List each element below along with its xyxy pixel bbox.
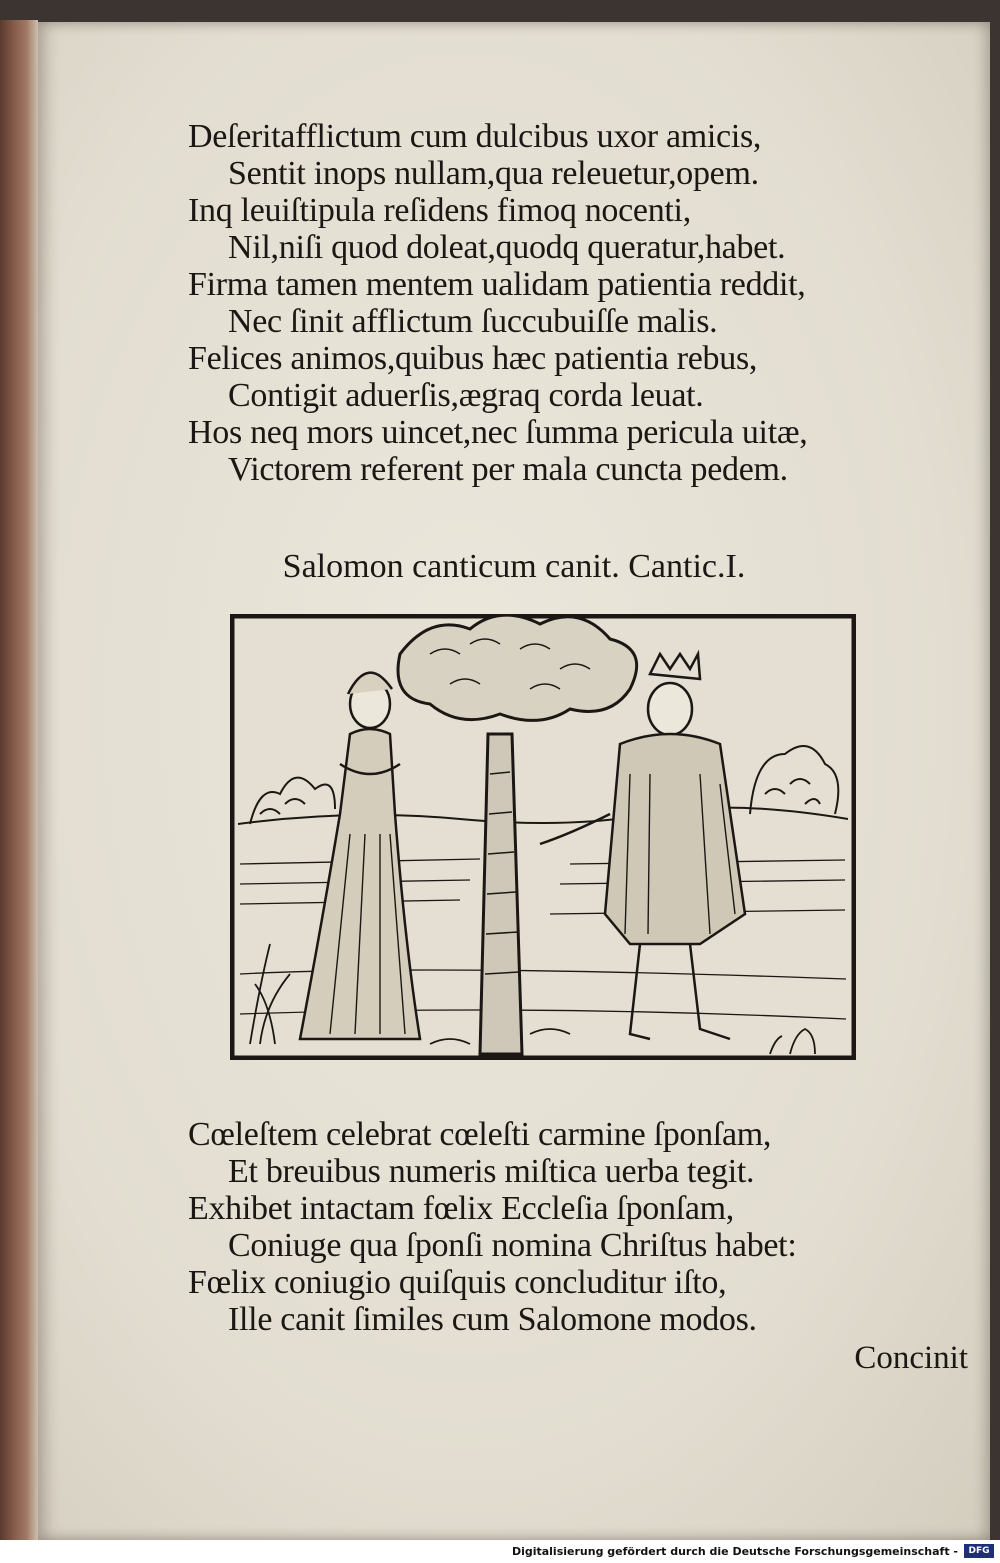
verse-line: Nil,niſi quod doleat,quodq queratur,habet.	[228, 229, 786, 266]
verse-line: Sentit inops nullam,qua releuetur,opem.	[228, 155, 759, 192]
verse-line: Cœleſtem celebrat cœleſti carmine ſponſam,	[188, 1116, 772, 1153]
verse-line: Deſeritafflictum cum dulcibus uxor amicis,	[188, 118, 762, 155]
footer-credit: Digitalisierung gefördert durch die Deutsche Forschungsgemeinschaft -	[511, 1545, 958, 1558]
verse-line: Firma tamen mentem ualidam patientia reddit,	[188, 266, 806, 303]
verse-line: Victorem referent per mala cuncta pedem.	[228, 451, 788, 488]
verse-line: Et breuibus numeris miſtica uerba tegit.	[228, 1153, 755, 1190]
verse-line: Contigit aduerſis,ægraq corda leuat.	[228, 377, 704, 414]
verse-line: Nec ſinit afflictum ſuccubuiſſe malis.	[228, 303, 718, 340]
verse-block-top	[188, 118, 968, 488]
woodcut-illustration	[230, 614, 856, 1060]
book-page	[38, 22, 990, 1540]
section-heading: Salomon canticum canit. Cantic.I.	[282, 548, 746, 585]
verse-line: Inq leuiſtipula reſidens fimoq nocenti,	[188, 192, 691, 229]
dfg-logo: DFG	[964, 1544, 994, 1558]
verse-line: Fœlix coniugio quiſquis concluditur iſto,	[188, 1264, 727, 1301]
verse-line: Felices animos,quibus hæc patientia rebus,	[188, 340, 758, 377]
verse-line: Hos neq mors uincet,nec ſumma pericula uitæ,	[188, 414, 808, 451]
verse-block-bottom	[188, 1116, 968, 1338]
book-binding-edge	[0, 20, 38, 1540]
verse-line: Exhibet intactam fœlix Eccleſia ſponſam,	[188, 1190, 734, 1227]
verse-line: Coniuge qua ſponſi nomina Chriſtus habet:	[228, 1227, 797, 1264]
footer-bar	[0, 1540, 1000, 1563]
catchword: Concinit	[854, 1340, 968, 1376]
verse-line: Ille canit ſimiles cum Salomone modos.	[228, 1301, 757, 1338]
